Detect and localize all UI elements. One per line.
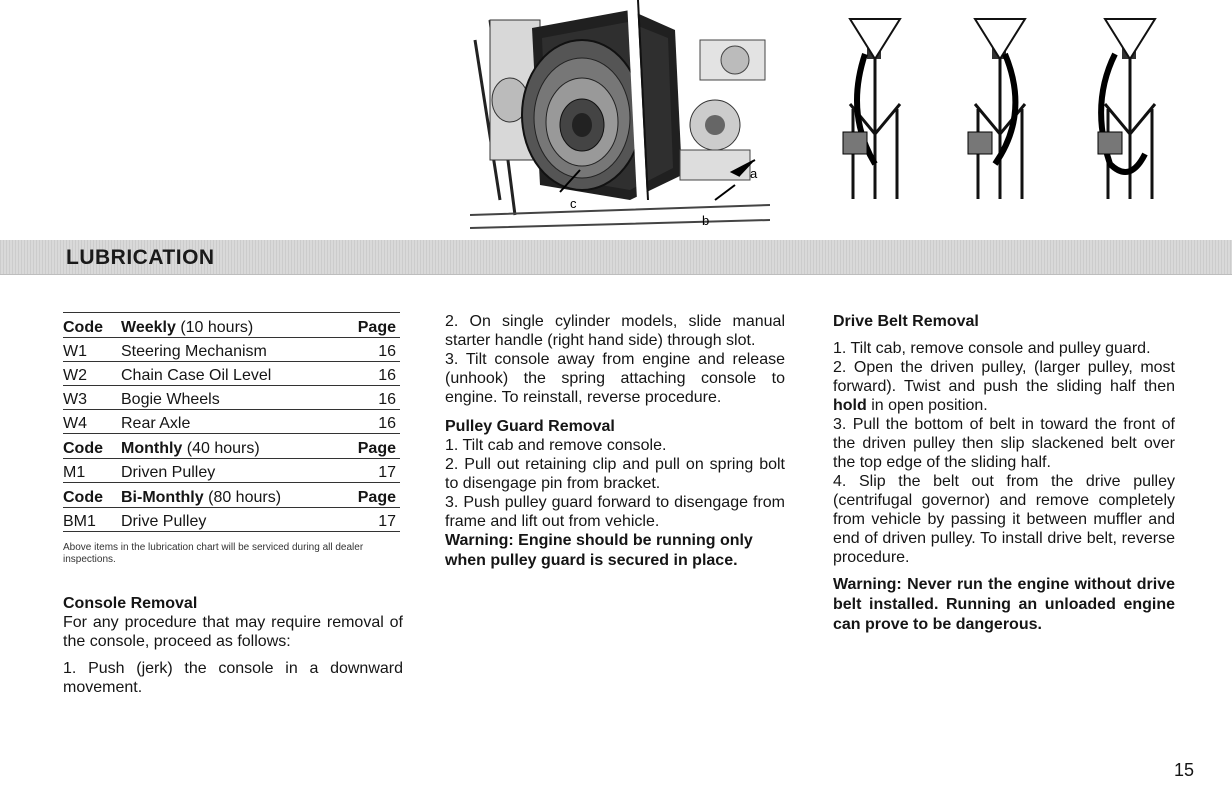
page-number: 15 [1174,760,1195,780]
row-page: 17 [336,508,400,532]
console-removal-intro: For any procedure that may require removal of the console, proceed as follows: [63,614,403,650]
pulley-guard-heading: Pulley Guard Removal [445,418,615,435]
table-note: Above items in the lubrication chart will be serviced during all dealer inspections. [63,542,364,565]
figure-label-b: b [702,213,710,228]
drive-belt-step-4: 4. Slip the belt out from the drive pulley (centrifugal governor) and remove completely from vehicle by passing it between muffler and end of driven pulley. To install drive belt, reverse procedure. [833,473,1175,566]
table-row [63,459,400,483]
page-column-header: Page [336,434,400,459]
row-item: Rear Axle [121,410,336,434]
row-item: Bogie Wheels [121,386,336,410]
row-item: Chain Case Oil Level [121,362,336,386]
drive-belt-step-3: 3. Pull the bottom of belt in toward the front of the driven pulley then slip slackened belt over the top edge of the sliding half. [833,416,1175,471]
table-row [63,508,400,532]
console-removal-heading: Console Removal [63,595,198,612]
row-page: 17 [336,459,400,483]
drive-belt-step-2-text-end: in open position. [871,397,988,414]
row-item: Driven Pulley [121,459,336,483]
left-column [63,312,403,697]
row-code: BM1 [63,508,121,532]
drive-belt-step-2-text: 2. Open the driven pulley, (larger pulley, most forward). Twist and push the sliding half then [833,359,1175,395]
page-column-header: Page [336,483,400,508]
drive-belt-warning: Warning: Never run the engine without drive belt installed. Running an unloaded engine can prove to be dangerous. [833,576,1175,633]
section-title: LUBRICATION [66,246,215,269]
console-removal-step-2: 2. On single cylinder models, slide manual starter handle (right hand side) through slot. [445,313,785,349]
interval-header [121,483,336,508]
console-removal-step-3: 3. Tilt console away from engine and release (unhook) the spring attaching console to engine. To reinstall, reverse procedure. [445,351,785,406]
figure-label-c: c [570,196,577,211]
table-row [63,410,400,434]
pulley-guard-step-1: 1. Tilt cab and remove console. [445,437,667,454]
lubrication-chart-table [63,312,400,532]
drive-belt-heading: Drive Belt Removal [833,313,979,330]
table-row [63,338,400,362]
pulley-guard-step-2: 2. Pull out retaining clip and pull on spring bolt to disengage pin from bracket. [445,456,785,492]
interval-name: Bi-Monthly [121,489,204,506]
belt-removal-sequence-illustration [835,14,1180,204]
row-item: Drive Pulley [121,508,336,532]
table-row [63,362,400,386]
interval-hours: (10 hours) [180,319,254,336]
section-header-band [0,240,1232,275]
code-column-header: Code [63,483,121,508]
row-page: 16 [336,410,400,434]
pulley-guard-warning: Warning: Engine should be running only when pulley guard is secured in place. [445,532,753,569]
code-column-header: Code [63,313,121,338]
pulley-guard-step-3: 3. Push pulley guard forward to disengage from frame and lift out from vehicle. [445,494,785,530]
interval-hours: (40 hours) [186,440,260,457]
drive-belt-step-1: 1. Tilt cab, remove console and pulley guard. [833,340,1151,357]
interval-header [121,434,336,459]
row-code: W4 [63,410,121,434]
weekly-group [63,313,400,434]
monthly-group [63,434,400,483]
row-code: M1 [63,459,121,483]
right-column [833,312,1175,635]
drive-belt-step-2 [833,358,1175,415]
row-page: 16 [336,386,400,410]
drive-belt-step-2-hold: hold [833,397,867,414]
interval-name: Monthly [121,440,183,457]
figure-label-a: a [750,166,758,181]
middle-column [445,312,785,571]
bi-monthly-group [63,483,400,532]
interval-hours: (80 hours) [208,489,282,506]
row-page: 16 [336,362,400,386]
table-row [63,386,400,410]
row-item: Steering Mechanism [121,338,336,362]
row-page: 16 [336,338,400,362]
page-column-header: Page [336,313,400,338]
row-code: W1 [63,338,121,362]
code-column-header: Code [63,434,121,459]
engine-pulley-guard-illustration [470,0,770,240]
interval-name: Weekly [121,319,176,336]
row-code: W3 [63,386,121,410]
row-code: W2 [63,362,121,386]
console-removal-step-1: 1. Push (jerk) the console in a downward movement. [63,660,403,696]
interval-header [121,313,336,338]
